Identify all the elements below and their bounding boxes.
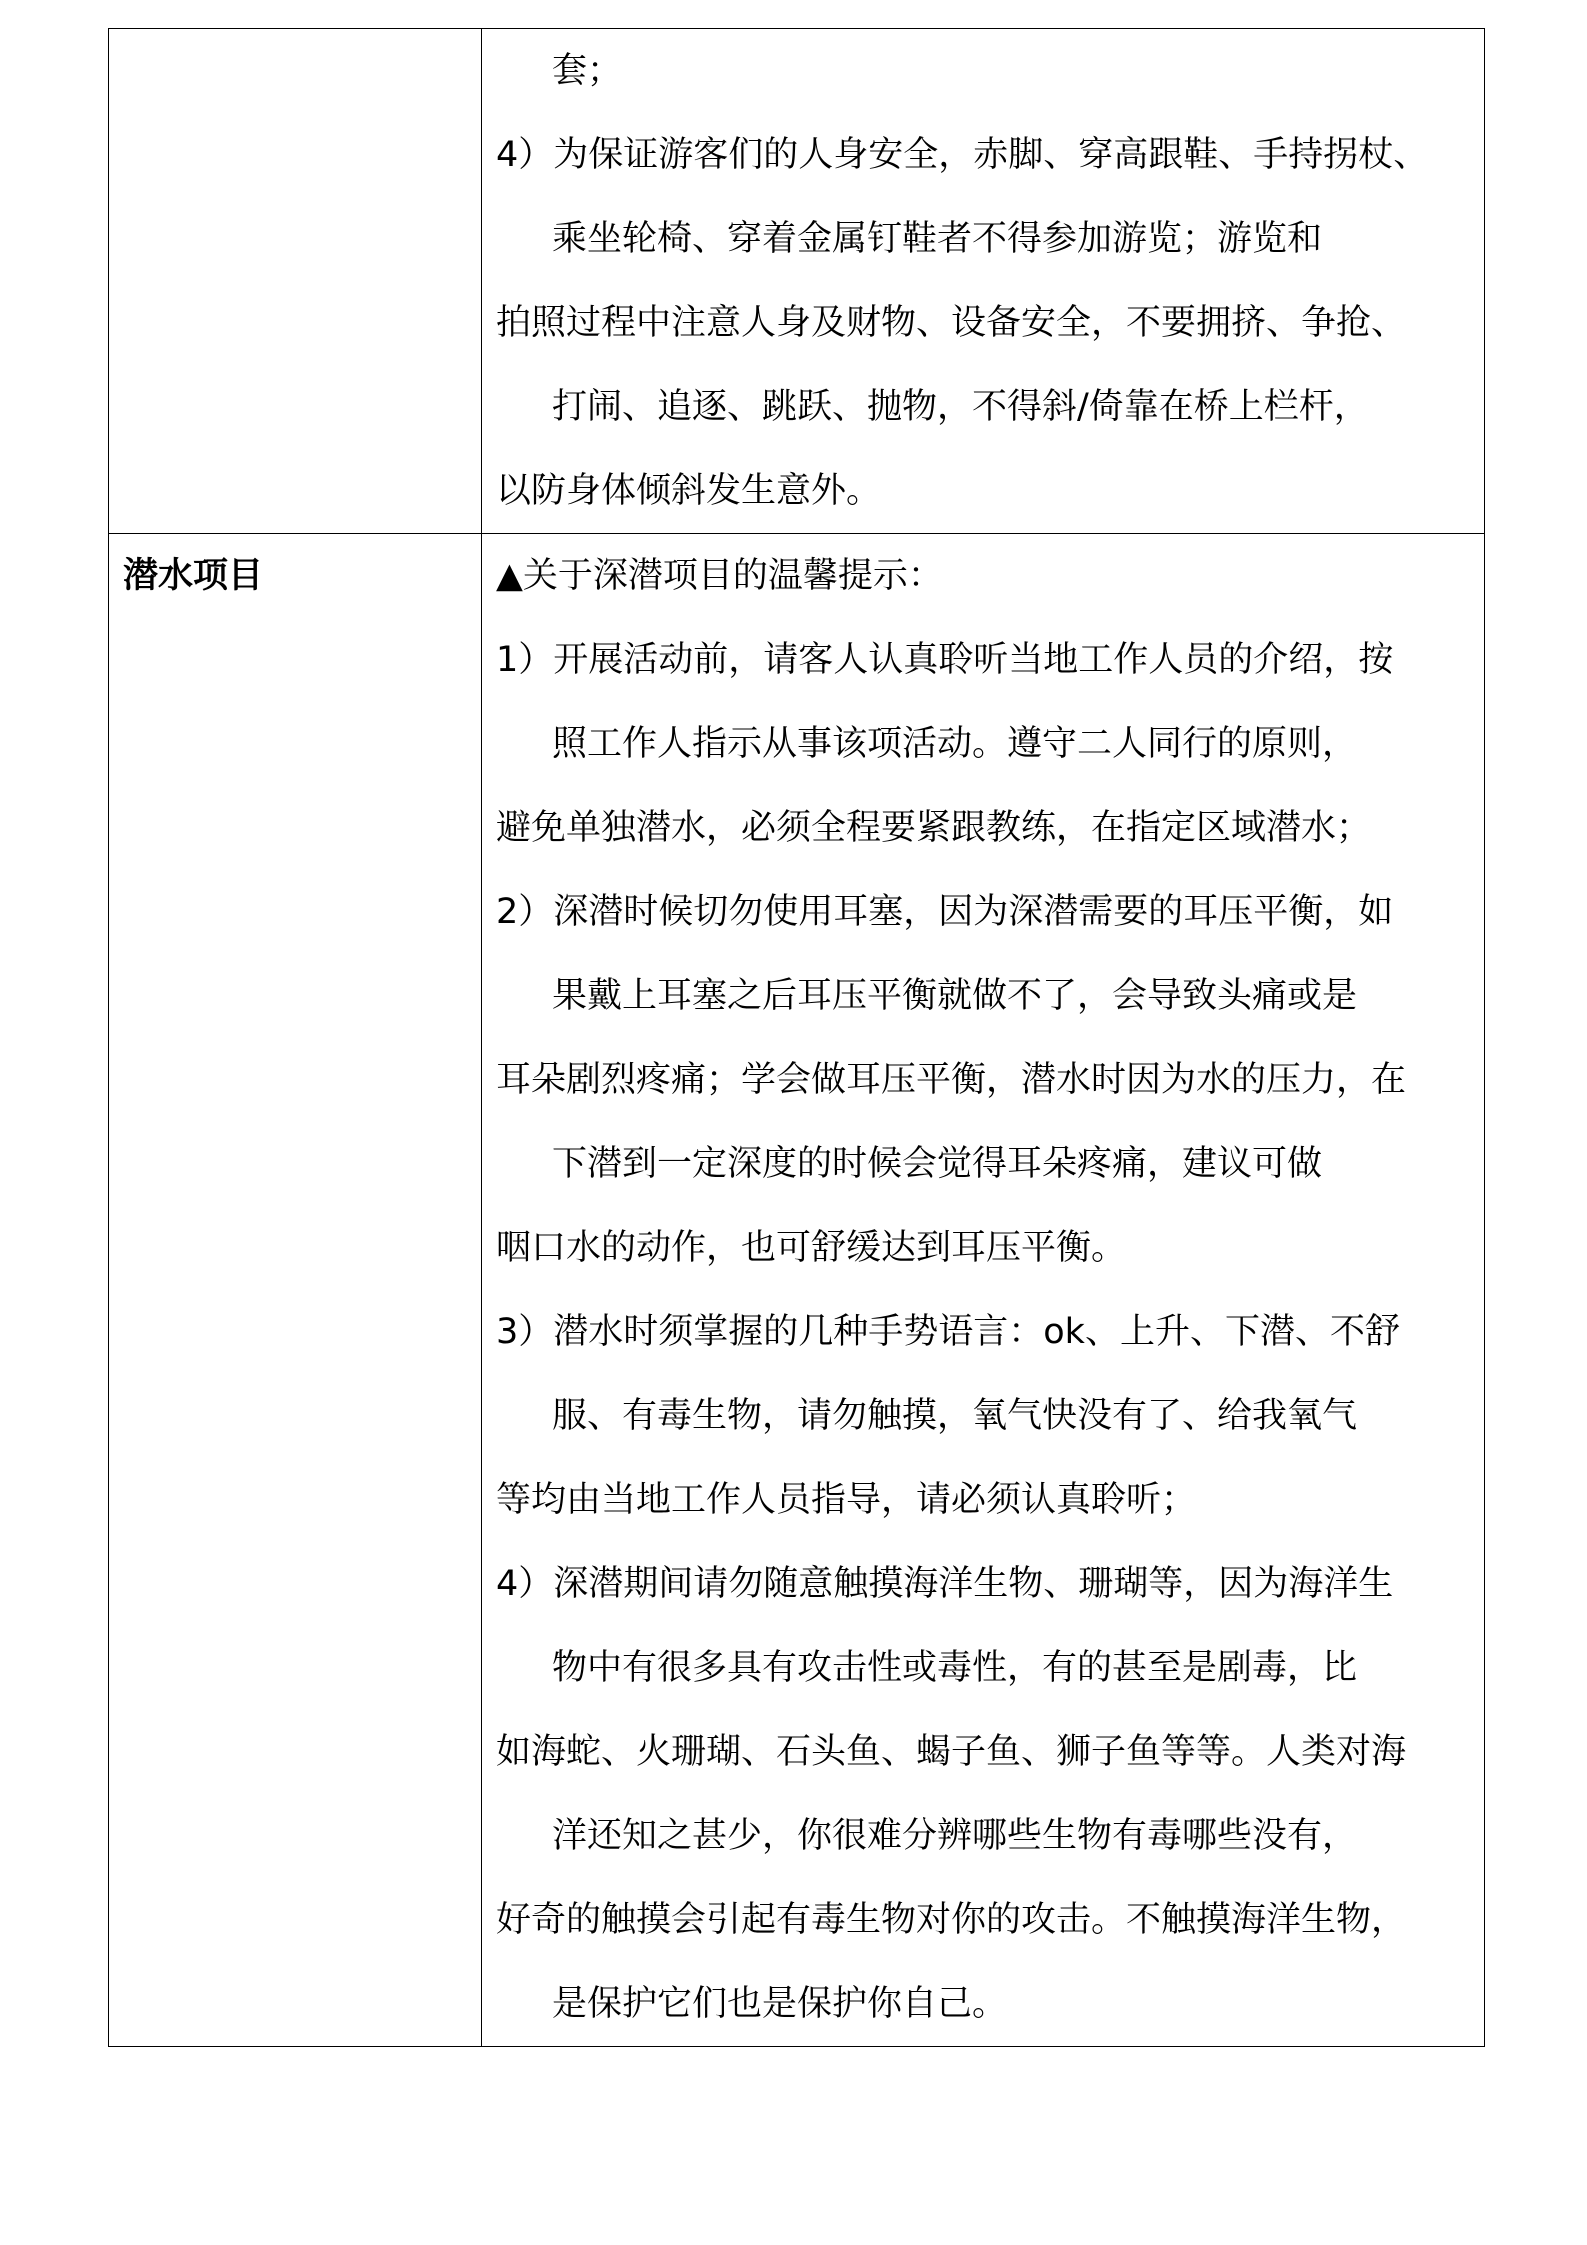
text-line: 拍照过程中注意人身及财物、设备安全，不要拥挤、争抢、 bbox=[496, 303, 1407, 343]
text-line: 避免单独潜水，必须全程要紧跟教练，在指定区域潜水； bbox=[496, 808, 1372, 848]
text-line: 套； bbox=[552, 51, 623, 91]
row-content-cell bbox=[482, 534, 1485, 2047]
text-line: 物中有很多具有攻击性或毒性，有的甚至是剧毒，比 bbox=[552, 1648, 1358, 1688]
text-line: 4）为保证游客们的人身安全，赤脚、穿高跟鞋、手持拐杖、 bbox=[496, 135, 1429, 175]
row-label-cell bbox=[109, 534, 482, 2047]
row-label-cell bbox=[109, 29, 482, 534]
text-line: 3）潜水时须掌握的几种手势语言：ok、上升、下潜、不舒 bbox=[496, 1312, 1400, 1352]
text-line: 下潜到一定深度的时候会觉得耳朵疼痛，建议可做 bbox=[552, 1144, 1323, 1184]
text-line: 2）深潜时候切勿使用耳塞，因为深潜需要的耳压平衡，如 bbox=[496, 892, 1394, 932]
notice-table bbox=[108, 28, 1485, 2047]
text-line: 耳朵剧烈疼痛；学会做耳压平衡，潜水时因为水的压力，在 bbox=[496, 1060, 1407, 1100]
content-lines bbox=[482, 534, 1484, 2046]
row-label: 潜水项目 bbox=[123, 556, 264, 596]
text-line: 服、有毒生物，请勿触摸，氧气快没有了、给我氧气 bbox=[552, 1396, 1358, 1436]
text-line: 果戴上耳塞之后耳压平衡就做不了，会导致头痛或是 bbox=[552, 976, 1358, 1016]
text-line: 以防身体倾斜发生意外。 bbox=[496, 471, 882, 511]
text-line: 如海蛇、火珊瑚、石头鱼、蝎子鱼、狮子鱼等等。人类对海 bbox=[496, 1732, 1407, 1772]
content-lines bbox=[482, 29, 1484, 533]
text-line: 好奇的触摸会引起有毒生物对你的攻击。不触摸海洋生物， bbox=[496, 1900, 1407, 1940]
row-content-cell bbox=[482, 29, 1485, 534]
text-line: 是保护它们也是保护你自己。 bbox=[552, 1984, 1008, 2024]
text-line: 打闹、追逐、跳跃、抛物，不得斜/倚靠在桥上栏杆， bbox=[552, 387, 1369, 427]
text-line: 1）开展活动前，请客人认真聆听当地工作人员的介绍，按 bbox=[496, 640, 1394, 680]
text-line: 洋还知之甚少，你很难分辨哪些生物有毒哪些没有， bbox=[552, 1816, 1358, 1856]
text-line: 乘坐轮椅、穿着金属钉鞋者不得参加游览；游览和 bbox=[552, 219, 1323, 259]
text-line: ▲关于深潜项目的温馨提示： bbox=[496, 556, 943, 596]
table-row bbox=[109, 29, 1485, 534]
text-line: 咽口水的动作，也可舒缓达到耳压平衡。 bbox=[496, 1228, 1127, 1268]
table-row bbox=[109, 534, 1485, 2047]
text-line: 照工作人指示从事该项活动。遵守二人同行的原则， bbox=[552, 724, 1358, 764]
text-line: 等均由当地工作人员指导，请必须认真聆听； bbox=[496, 1480, 1197, 1520]
text-line: 4）深潜期间请勿随意触摸海洋生物、珊瑚等，因为海洋生 bbox=[496, 1564, 1394, 1604]
